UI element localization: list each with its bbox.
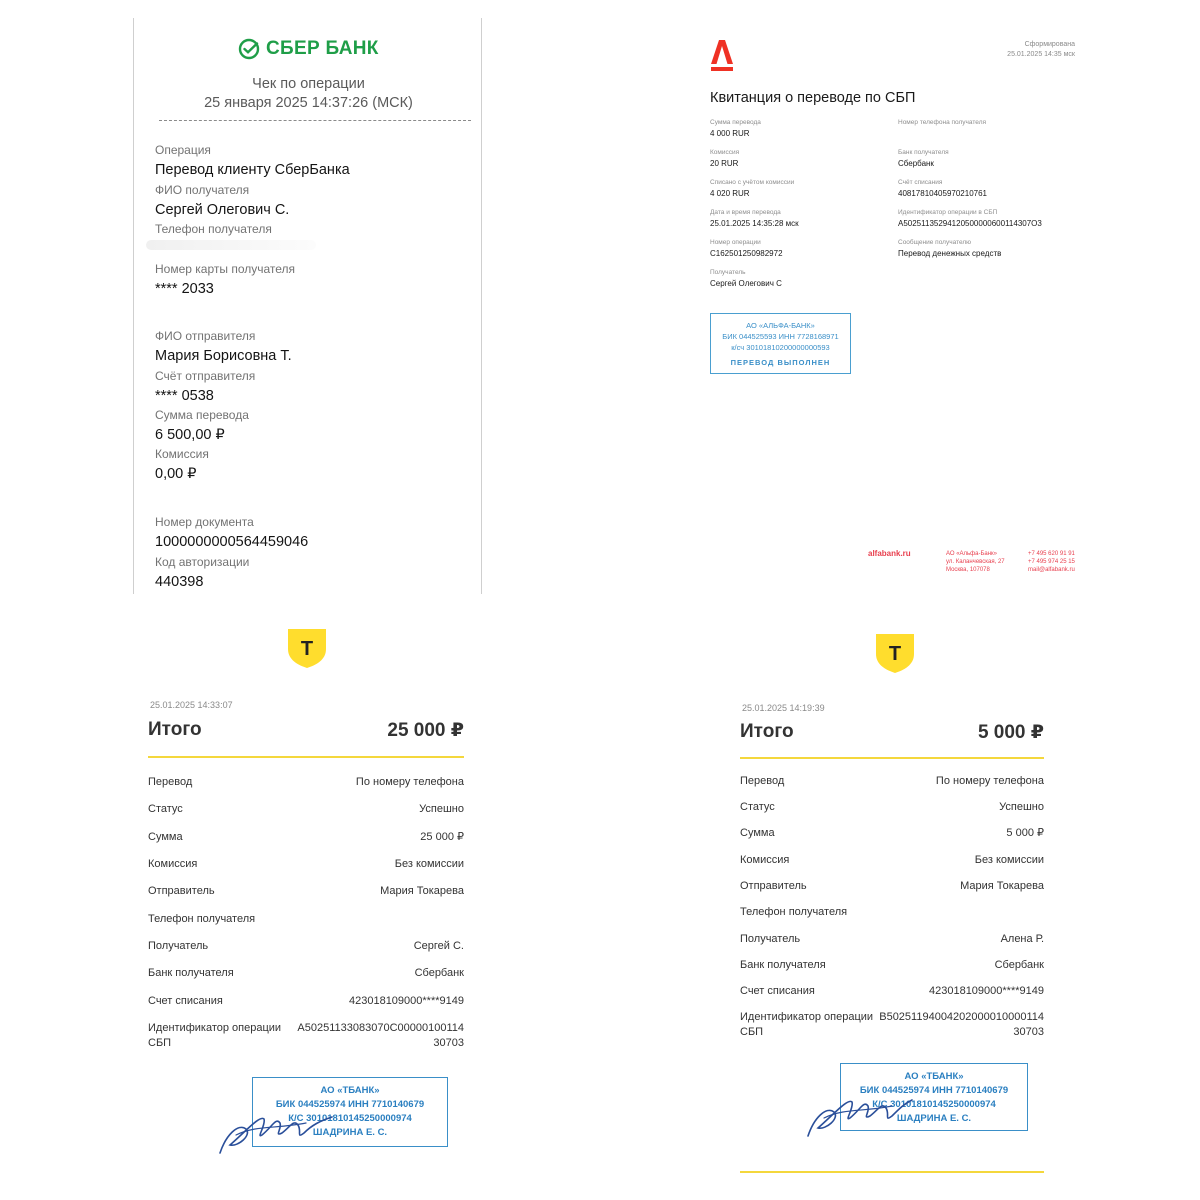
row-value: 423018109000****9149: [348, 995, 464, 1007]
sber-logo-text: СБЕР БАНК: [266, 38, 379, 59]
field-operation: [155, 143, 350, 178]
field-operation-number: [710, 238, 783, 260]
field-value: 440398: [155, 574, 204, 590]
row-value: Сбербанк: [414, 967, 464, 979]
field-value: Сергей Олегович С.: [155, 202, 290, 218]
field-commission: [710, 148, 739, 170]
field-label: ФИО получателя: [155, 183, 250, 197]
tbank-shield-icon: [286, 627, 328, 669]
row-label: Комиссия: [740, 854, 790, 866]
row-value: Мария Токарева: [960, 880, 1044, 892]
row-label: Статус: [740, 801, 775, 813]
receipt-datetime: 25.01.2025 14:19:39: [742, 703, 825, 713]
row-value: Сергей С.: [413, 940, 464, 952]
field-value: 1000000000564459046: [155, 534, 309, 550]
stamp-line: ШАДРИНА Е. С.: [896, 1113, 972, 1124]
stamp-line: К/С 30101810145250000974: [872, 1099, 996, 1110]
row-value: По номеру телефона: [935, 775, 1044, 787]
row-label: Сумма: [148, 831, 183, 843]
field-recipient-bank: [898, 148, 949, 170]
address-line: Москва, 107078: [946, 567, 990, 573]
field-value: A50251135294120500000600114307O3: [898, 219, 1042, 228]
field-charged: [710, 178, 794, 200]
field-label: Счёт отправителя: [155, 369, 256, 383]
op-id-value: 30703: [1013, 1026, 1044, 1038]
formed-info: [1007, 40, 1075, 60]
field-value: Сбербанк: [898, 159, 934, 168]
total-value: 5 000 ₽: [977, 722, 1044, 743]
field-datetime: [710, 208, 799, 230]
alfa-logo-icon: [710, 38, 734, 72]
redacted-phone: [146, 240, 316, 250]
field-label: Банк получателя: [898, 149, 949, 156]
address-line: АО «Альфа-Банк»: [946, 551, 997, 557]
row-label: Банк получателя: [740, 959, 826, 971]
row-label: Получатель: [148, 940, 209, 952]
row-value: [879, 1010, 1044, 1040]
stamp-line: ШАДРИНА Е. С.: [312, 1127, 388, 1138]
footer-contacts: [1028, 550, 1075, 574]
receipt-title: Чек по операции: [252, 76, 365, 92]
field-label: Номер документа: [155, 515, 254, 529]
field-label: Код авторизации: [155, 555, 250, 569]
stamp-line: БИК 044525974 ИНН 7710140679: [275, 1099, 425, 1110]
row-label: Перевод: [740, 775, 785, 787]
field-label: Комиссия: [710, 149, 740, 156]
field-label: ФИО отправителя: [155, 329, 256, 343]
field-value: **** 0538: [155, 388, 214, 404]
row-label: Получатель: [740, 933, 801, 945]
row-value: 423018109000****9149: [928, 985, 1044, 997]
footer-site: [868, 550, 911, 558]
total-value: 25 000 ₽: [387, 720, 464, 741]
stamp-line: БИК 044525593 ИНН 7728168971: [722, 332, 839, 341]
field-value: 25.01.2025 14:35:28 мск: [710, 219, 799, 228]
row-value: [297, 1021, 464, 1051]
row-value: 25 000 ₽: [420, 831, 464, 843]
field-value: 4 000 RUR: [710, 129, 750, 138]
field-value: Мария Борисовна Т.: [155, 348, 292, 364]
field-label: Операция: [155, 143, 211, 157]
address-line: ул. Каланчевская, 27: [946, 559, 1005, 565]
field-value: Перевод денежных средств: [898, 249, 1002, 258]
bank-stamp: [710, 313, 851, 374]
row-label: Перевод: [148, 776, 193, 788]
formed-date: 25.01.2025 14:35 мск: [1007, 51, 1075, 58]
op-id-value: 30703: [433, 1037, 464, 1049]
row-label: Сумма: [740, 827, 775, 839]
row-label: Комиссия: [148, 858, 198, 870]
field-amount: [155, 408, 249, 443]
field-recipient: [710, 268, 782, 290]
field-auth-code: [155, 555, 249, 590]
stamp-line: АО «АЛЬФА-БАНК»: [746, 321, 815, 330]
field-value: 6 500,00 ₽: [155, 427, 225, 443]
receipt-title: Квитанция о переводе по СБП: [710, 90, 916, 106]
row-value: Без комиссии: [974, 854, 1044, 866]
phone-line: +7 495 620 91 91: [1028, 551, 1075, 557]
stamp-line: АО «ТБАНК»: [320, 1085, 380, 1096]
op-id-value: B50251194004202000010000114: [879, 1011, 1044, 1023]
footer-address: [946, 550, 1005, 574]
row-label: Отправитель: [148, 885, 215, 897]
formed-label: Сформирована: [1024, 41, 1075, 48]
field-value: 20 RUR: [710, 159, 739, 168]
field-value: 0,00 ₽: [155, 466, 197, 482]
receipt-datetime: 25.01.2025 14:33:07: [150, 700, 233, 710]
total-label: Итого: [148, 719, 202, 740]
field-label: Номер операции: [710, 239, 761, 246]
field-amount: [710, 118, 761, 140]
field-value: C162501250982972: [710, 249, 783, 258]
field-sender-name: [155, 329, 292, 364]
row-value: Сбербанк: [994, 959, 1044, 971]
row-label: Счет списания: [740, 985, 815, 997]
shield-letter: Т: [888, 643, 902, 665]
field-label: Сумма перевода: [710, 119, 761, 126]
phone-line: +7 495 974 25 15: [1028, 559, 1075, 565]
stamp-status: ПЕРЕВОД ВЫПОЛНЕН: [730, 358, 831, 367]
stamp-line: К/С 30101810145250000974: [288, 1113, 412, 1124]
field-value: Сергей Олегович С: [710, 279, 782, 288]
field-sbp-id: [898, 208, 1042, 230]
shield-letter: Т: [300, 638, 314, 660]
row-value: Успешно: [419, 803, 464, 815]
email-line: mail@alfabank.ru: [1028, 567, 1075, 573]
field-recipient-card: [155, 262, 295, 297]
tbank-receipt-1: [148, 625, 466, 1170]
field-message: [898, 238, 1001, 260]
row-label: Статус: [148, 803, 183, 815]
field-value: **** 2033: [155, 281, 214, 297]
field-label: Идентификатор операции в СБП: [898, 209, 998, 216]
field-label: Списано с учётом комиссии: [710, 179, 795, 186]
alfa-receipt: [700, 30, 1080, 590]
field-recipient-phone: [898, 118, 986, 128]
field-label: Номер телефона получателя: [898, 119, 987, 126]
field-label: Сообщение получателю: [898, 239, 972, 246]
signature: [216, 1095, 336, 1157]
yellow-divider: [740, 757, 1044, 759]
field-label: Сумма перевода: [155, 408, 249, 422]
stamp-line: БИК 044525974 ИНН 7710140679: [859, 1085, 1009, 1096]
tbank-receipt-2: [740, 630, 1046, 1175]
field-debit-account: [898, 178, 987, 200]
row-value: Без комиссии: [394, 858, 464, 870]
field-label: Счёт списания: [898, 179, 943, 186]
row-value: Алена Р.: [1000, 933, 1044, 945]
row-value: 5 000 ₽: [1006, 827, 1044, 839]
stamp-line: к/сч 30101810200000000593: [731, 343, 830, 352]
op-id-label: Идентификатор операции: [148, 1022, 282, 1034]
tbank-shield-icon: [874, 632, 916, 674]
field-value: Перевод клиенту СберБанка: [155, 162, 350, 178]
row-label: Телефон получателя: [740, 906, 848, 918]
field-sender-account: [155, 369, 255, 404]
row-value: Успешно: [999, 801, 1044, 813]
row-value: По номеру телефона: [355, 776, 464, 788]
op-id-label: СБП: [740, 1026, 764, 1038]
field-value: 40817810405970210761: [898, 189, 987, 198]
field-label: Комиссия: [155, 447, 209, 461]
op-id-value: A50251133083070C00000100114: [297, 1022, 464, 1034]
stamp-line: АО «ТБАНК»: [904, 1071, 964, 1082]
yellow-bottom-line: [740, 1171, 1044, 1173]
field-document-number: [155, 515, 308, 550]
site-link[interactable]: alfabank.ru: [868, 549, 911, 558]
sber-logo: [238, 38, 379, 60]
op-id-label: СБП: [148, 1037, 172, 1049]
field-label: Телефон получателя: [155, 222, 272, 236]
field-value: 4 020 RUR: [710, 189, 750, 198]
row-label: Счет списания: [148, 995, 223, 1007]
sber-receipt: [133, 18, 482, 594]
dashed-divider: [159, 120, 471, 121]
row-label: [148, 1021, 281, 1051]
total-label: Итого: [740, 721, 794, 742]
row-value: Мария Токарева: [380, 885, 464, 897]
signature: [804, 1080, 914, 1140]
receipt-datetime: 25 января 2025 14:37:26 (МСК): [204, 95, 413, 111]
row-label: [740, 1010, 873, 1040]
field-label: Номер карты получателя: [155, 262, 296, 276]
field-recipient-phone: [155, 222, 272, 236]
field-label: Дата и время перевода: [710, 209, 781, 216]
field-recipient-name: [155, 183, 289, 218]
op-id-label: Идентификатор операции: [740, 1011, 874, 1023]
row-label: Отправитель: [740, 880, 807, 892]
row-label: Телефон получателя: [148, 913, 256, 925]
field-commission: [155, 447, 209, 482]
row-label: Банк получателя: [148, 967, 234, 979]
yellow-divider: [148, 756, 464, 758]
sber-check-icon: [238, 38, 260, 60]
field-label: Получатель: [710, 269, 746, 276]
